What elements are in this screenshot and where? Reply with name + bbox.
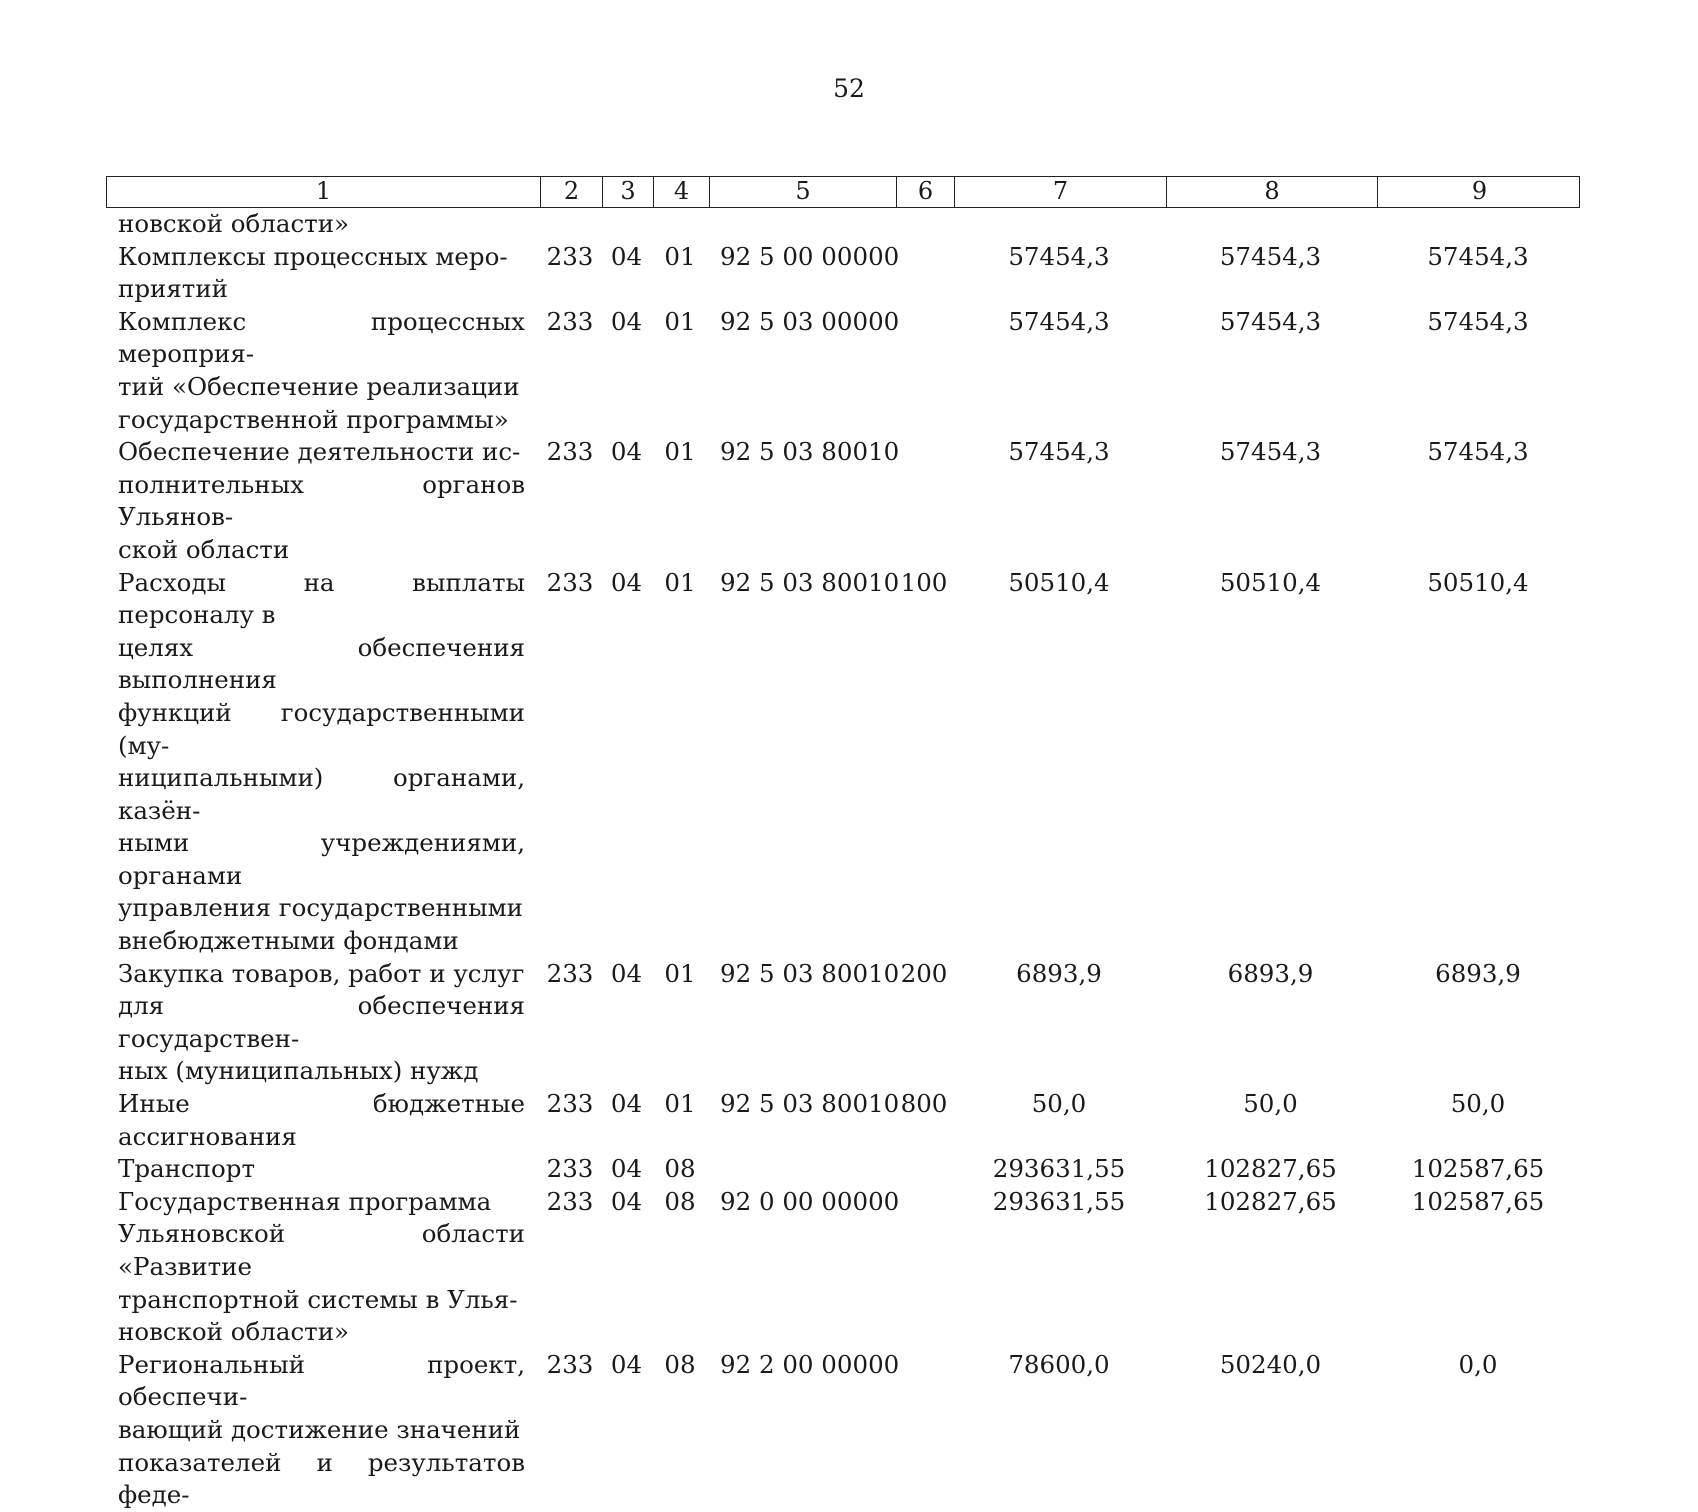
amount-year-3: 102587,65 bbox=[1411, 1154, 1545, 1184]
code-expense-type: 100 bbox=[900, 567, 948, 597]
code-admin: 233 bbox=[546, 1349, 594, 1379]
header-col-1: 1 bbox=[315, 177, 332, 205]
row-name-line: полнительных органов Ульянов- bbox=[118, 469, 525, 532]
header-col-2: 2 bbox=[540, 177, 602, 207]
amount-year-1: 6893,9 bbox=[1016, 958, 1102, 988]
row-name-line: Региональный проект, обеспечи- bbox=[118, 1349, 525, 1412]
amount-year-1: 57454,3 bbox=[1008, 241, 1110, 271]
row-name bbox=[106, 208, 539, 241]
table-row bbox=[106, 436, 1580, 566]
amount-year-3 bbox=[1376, 208, 1580, 241]
row-name bbox=[106, 306, 539, 436]
table-row bbox=[106, 241, 1580, 306]
code-target bbox=[708, 208, 895, 241]
code-section: 04 bbox=[610, 437, 643, 467]
code-admin: 233 bbox=[546, 1089, 594, 1119]
row-name-line: тий «Обеспечение реализации bbox=[118, 371, 520, 401]
amount-year-2: 102827,65 bbox=[1204, 1186, 1337, 1216]
code-admin: 233 bbox=[546, 306, 594, 336]
amount-year-2 bbox=[1165, 208, 1376, 241]
code-section: 04 bbox=[610, 1154, 643, 1184]
header-col-9: 9 bbox=[1377, 177, 1581, 207]
code-admin: 233 bbox=[546, 1154, 594, 1184]
table-header bbox=[106, 176, 1580, 208]
table-row bbox=[106, 1088, 1580, 1153]
row-name bbox=[106, 958, 539, 1088]
amount-year-1 bbox=[953, 208, 1165, 241]
row-name-line: Комплексы процессных меро- bbox=[118, 241, 508, 271]
code-section: 04 bbox=[610, 1349, 643, 1379]
row-name-line: Транспорт bbox=[118, 1154, 255, 1184]
row-name-line: Закупка товаров, работ и услуг bbox=[118, 958, 525, 988]
code-subsection: 01 bbox=[664, 437, 696, 467]
table-row bbox=[106, 306, 1580, 436]
header-col-6: 6 bbox=[896, 177, 954, 207]
amount-year-2: 50240,0 bbox=[1219, 1349, 1322, 1379]
header-col-5: 5 bbox=[709, 177, 896, 207]
code-admin: 233 bbox=[546, 241, 594, 271]
amount-year-1: 57454,3 bbox=[1008, 437, 1110, 467]
code-admin: 233 bbox=[546, 567, 594, 597]
amount-year-1: 50,0 bbox=[1031, 1089, 1087, 1119]
amount-year-1: 293631,55 bbox=[992, 1186, 1126, 1216]
amount-year-3: 57454,3 bbox=[1427, 306, 1529, 336]
code-expense-type: 800 bbox=[900, 1089, 948, 1119]
amount-year-3: 50,0 bbox=[1450, 1089, 1506, 1119]
code-target: 92 5 03 80010 bbox=[720, 958, 900, 988]
row-name-line: государственной программы» bbox=[118, 404, 509, 434]
code-subsection: 08 bbox=[664, 1186, 696, 1216]
code-section: 04 bbox=[610, 1089, 643, 1119]
code-section: 04 bbox=[610, 1186, 643, 1216]
amount-year-3: 102587,65 bbox=[1411, 1186, 1545, 1216]
code-section: 04 bbox=[610, 958, 643, 988]
code-subsection: 01 bbox=[664, 567, 696, 597]
amount-year-2: 102827,65 bbox=[1204, 1154, 1337, 1184]
amount-year-1: 293631,55 bbox=[992, 1154, 1126, 1184]
amount-year-3: 0,0 bbox=[1458, 1349, 1498, 1379]
code-section: 04 bbox=[610, 241, 643, 271]
code-expense-type bbox=[895, 306, 953, 436]
code-subsection bbox=[652, 208, 708, 241]
amount-year-2: 50510,4 bbox=[1219, 567, 1322, 597]
row-name-line: вающий достижение значений bbox=[118, 1414, 521, 1444]
code-expense-type bbox=[895, 208, 953, 241]
amount-year-3: 6893,9 bbox=[1435, 958, 1521, 988]
row-name-line: показателей и результатов феде- bbox=[118, 1447, 525, 1510]
code-subsection: 08 bbox=[664, 1154, 696, 1184]
row-name-line: Иные бюджетные ассигнования bbox=[118, 1089, 525, 1151]
row-name-line: ными учреждениями, органами bbox=[118, 828, 525, 890]
row-name-line: новской области» bbox=[118, 209, 350, 238]
code-target: 92 5 03 00000 bbox=[720, 306, 900, 336]
row-name-line: приятий bbox=[118, 274, 229, 304]
row-name-line: Комплекс процессных мероприя- bbox=[118, 306, 525, 369]
page-number: 52 bbox=[833, 74, 865, 103]
code-section bbox=[601, 208, 652, 241]
header-col-8: 8 bbox=[1166, 177, 1377, 207]
header-col-7: 7 bbox=[954, 177, 1166, 207]
header-col-3: 3 bbox=[602, 177, 653, 207]
code-target: 92 5 00 00000 bbox=[720, 241, 900, 271]
code-admin bbox=[539, 208, 601, 241]
code-subsection: 01 bbox=[664, 306, 696, 336]
code-section: 04 bbox=[610, 567, 643, 597]
row-name-line: Ульяновской области «Развитие bbox=[118, 1219, 525, 1281]
table-row bbox=[106, 1186, 1580, 1349]
code-expense-type: 200 bbox=[900, 958, 948, 988]
code-target: 92 2 00 00000 bbox=[720, 1349, 900, 1379]
row-name-line: ниципальными) органами, казён- bbox=[118, 763, 525, 825]
amount-year-1: 50510,4 bbox=[1008, 567, 1110, 597]
code-target bbox=[708, 1153, 895, 1186]
amount-year-1: 78600,0 bbox=[1008, 1349, 1110, 1379]
code-target: 92 5 03 80010 bbox=[720, 437, 900, 467]
code-expense-type bbox=[895, 1153, 953, 1186]
amount-year-2: 57454,3 bbox=[1219, 241, 1322, 271]
row-name-line: функций государственными (му- bbox=[118, 697, 525, 760]
amount-year-3: 57454,3 bbox=[1427, 241, 1529, 271]
amount-year-2: 57454,3 bbox=[1219, 306, 1322, 336]
code-admin: 233 bbox=[546, 958, 594, 988]
row-name-line: ных (муниципальных) нужд bbox=[118, 1056, 479, 1086]
table-body bbox=[106, 208, 1580, 1512]
code-subsection: 01 bbox=[664, 1089, 696, 1119]
row-name-line: Государственная программа bbox=[118, 1186, 492, 1216]
row-name-line: Расходы на выплаты персоналу в bbox=[118, 567, 525, 630]
code-expense-type bbox=[895, 436, 953, 566]
row-name bbox=[106, 1153, 539, 1186]
amount-year-3: 57454,3 bbox=[1427, 437, 1529, 467]
row-name bbox=[106, 567, 539, 958]
code-target: 92 5 03 80010 bbox=[720, 567, 900, 597]
row-name-line: Обеспечение деятельности ис- bbox=[118, 437, 521, 467]
table-row bbox=[106, 567, 1580, 958]
code-subsection: 01 bbox=[664, 958, 696, 988]
table-row bbox=[106, 1153, 1580, 1186]
code-target: 92 0 00 00000 bbox=[720, 1186, 900, 1216]
code-section: 04 bbox=[610, 306, 643, 336]
table-row bbox=[106, 208, 1580, 241]
row-name-line: внебюджетными фондами bbox=[118, 926, 459, 956]
amount-year-3: 50510,4 bbox=[1427, 567, 1529, 597]
row-name bbox=[106, 1088, 539, 1153]
code-subsection: 01 bbox=[664, 241, 696, 271]
code-subsection: 08 bbox=[664, 1349, 696, 1379]
code-expense-type bbox=[895, 1186, 953, 1349]
row-name-line: управления государственными bbox=[118, 893, 524, 923]
amount-year-1: 57454,3 bbox=[1008, 306, 1110, 336]
amount-year-2: 50,0 bbox=[1243, 1089, 1298, 1119]
table-row bbox=[106, 958, 1580, 1088]
row-name bbox=[106, 241, 539, 306]
code-target: 92 5 03 80010 bbox=[720, 1089, 900, 1119]
row-name-line: целях обеспечения выполнения bbox=[118, 632, 525, 695]
row-name-line: транспортной системы в Улья- bbox=[118, 1284, 518, 1314]
code-admin: 233 bbox=[546, 1186, 594, 1216]
row-name bbox=[106, 1186, 539, 1349]
row-name-line: для обеспечения государствен- bbox=[118, 991, 525, 1053]
row-name bbox=[106, 1349, 539, 1512]
table-row bbox=[106, 1349, 1580, 1512]
code-admin: 233 bbox=[546, 437, 594, 467]
row-name-line: ской области bbox=[118, 534, 290, 564]
code-expense-type bbox=[895, 1349, 953, 1512]
amount-year-2: 57454,3 bbox=[1219, 437, 1322, 467]
amount-year-2: 6893,9 bbox=[1227, 958, 1314, 988]
header-col-4: 4 bbox=[653, 177, 709, 207]
row-name bbox=[106, 436, 539, 566]
row-name-line: новской области» bbox=[118, 1317, 350, 1347]
code-expense-type bbox=[895, 241, 953, 306]
